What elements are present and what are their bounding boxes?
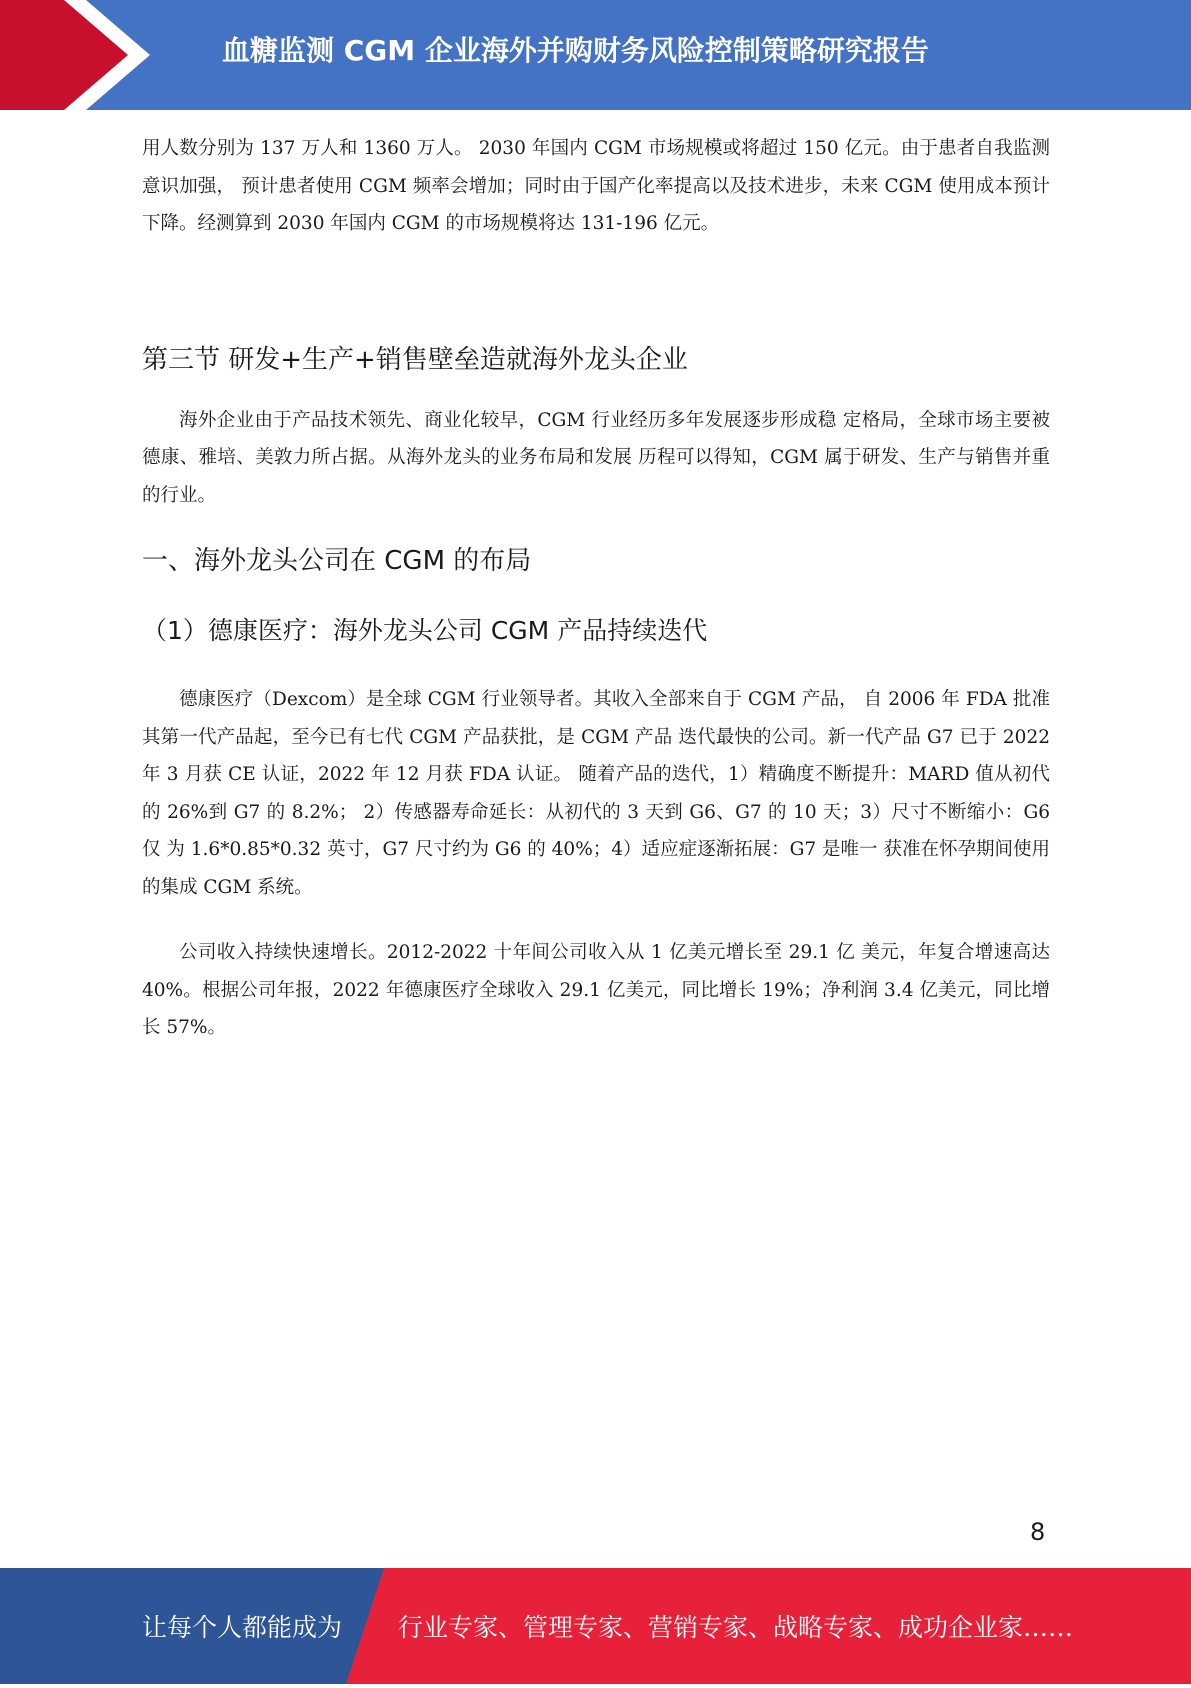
page-header: [0, 0, 1191, 110]
subsection-heading: 一、海外龙头公司在 CGM 的布局: [142, 546, 532, 576]
dexcom-paragraph-1: 德康医疗（Dexcom）是全球 CGM 行业领导者。其收入全部来自于 CGM 产品， 自 2006 年 FDA 批准其第一代产品起，至今已有七代 CGM 产品获批，是 CGM 产品 迭代最快的公司。新一代产品 G7 已于 2022 年 3 月获 CE 认证，2022 年 12 月获 FDA 认证。 随着产品的迭代，1）精确度不断提升：MARD 值从初代的 26%到 G7 的 8.2%； 2）传感器寿命延长：从初代的 3 天到 G6、G7 的 10 天；3）尺寸不断缩小：G6 仅 为 1.6*0.85*0.32 英寸，G7 尺寸约为 G6 的 40%；4）适应症逐渐拓展：G7 是唯一 获准在怀孕期间使用的集成 CGM 系统。: [142, 689, 1050, 898]
intro-paragraph: 用人数分别为 137 万人和 1360 万人。 2030 年国内 CGM 市场规模或将超过 150 亿元。由于患者自我监测意识加强， 预计患者使用 CGM 频率会增加；同时由于国产化率提高以及技术进步，未来 CGM 使用成本预计下降。经测算到 2030 年国内 CGM 的市场规模将达 131-196 亿元。: [142, 138, 1050, 234]
section-heading: 第三节 研发+生产+销售壁垒造就海外龙头企业: [142, 344, 688, 375]
page-number: 8: [1030, 1518, 1046, 1546]
report-title: 血糖监测 CGM 企业海外并购财务风险控制策略研究报告: [222, 34, 929, 67]
page-content: [142, 130, 1050, 1047]
dexcom-paragraph-2: 公司收入持续快速增长。2012-2022 十年间公司收入从 1 亿美元增长至 29.1 亿 美元，年复合增速高达 40%。根据公司年报，2022 年德康医疗全球收入 29.1 亿美元，同比增长 19%；净利润 3.4 亿美元，同比增长 57%。: [142, 942, 1050, 1038]
section-paragraph: 海外企业由于产品技术领先、商业化较早，CGM 行业经历多年发展逐步形成稳 定格局，全球市场主要被德康、雅培、美敦力所占据。从海外龙头的业务布局和发展 历程可以得知，CGM 属于研发、生产与销售并重的行业。: [142, 409, 1050, 506]
footer-slogan-right: 行业专家、管理专家、营销专家、战略专家、成功企业家……: [398, 1613, 1074, 1642]
footer-slogan-left: 让每个人都能成为: [142, 1613, 343, 1642]
item-heading: （1）德康医疗：海外龙头公司 CGM 产品持续迭代: [142, 616, 708, 645]
page-footer: [0, 1568, 1191, 1684]
